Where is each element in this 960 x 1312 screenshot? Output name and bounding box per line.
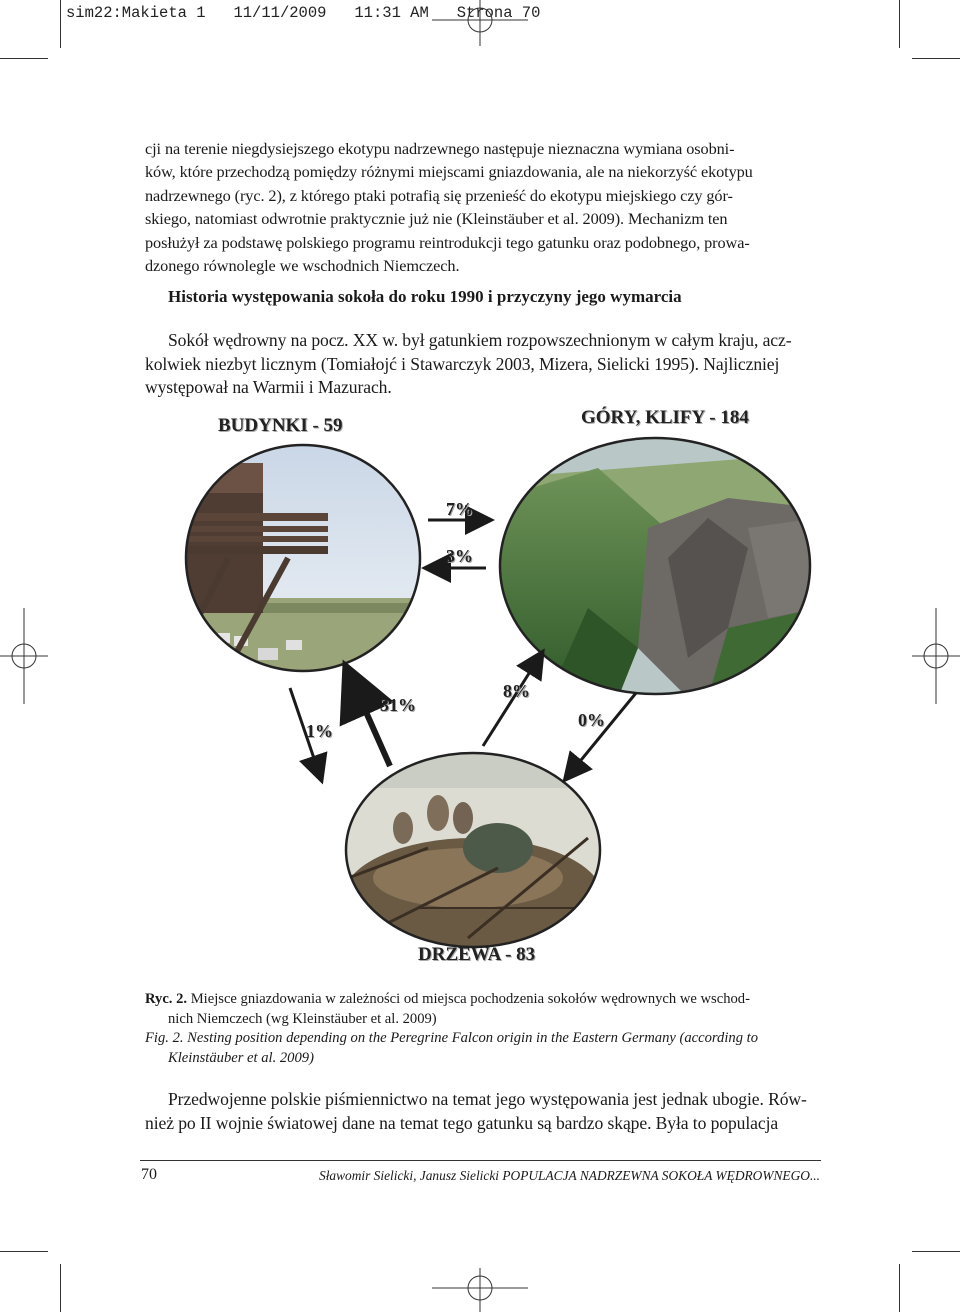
text-line: skiego, natomiast odwrotnie praktycznie już nie (Kleinstäuber et al. 2009). Mechanizm ten: [145, 209, 728, 229]
label-mountains: GÓRY, KLIFY - 184: [581, 407, 749, 428]
caption-pl-text-cont: nich Niemczech (wg Kleinstäuber et al. 2009): [168, 1010, 437, 1027]
body-paragraph-2: [145, 329, 821, 400]
crop-mark: [0, 1251, 48, 1252]
text-line: dzonego równolegle we wschodnich Niemczech.: [145, 256, 460, 276]
caption-pl-label: Ryc. 2.: [145, 991, 188, 1007]
caption-en-text: Nesting position depending on the Peregrine Falcon origin in the Eastern Germany (according to: [187, 1030, 758, 1046]
arrow-trees-to-buildings: [350, 676, 390, 766]
percent-mountains-to-buildings: 3%: [446, 546, 473, 566]
text-line: kolwiek niezbyt licznym (Tomiałojć i Stawarczyk 2003, Mizera, Sielicki 1995). Najliczniej: [145, 353, 780, 374]
crop-mark: [60, 1264, 61, 1312]
text-line: nież po II wojnie światowej dane na temat tego gatunku są bardzo skąpe. Była to populacja: [145, 1112, 779, 1133]
registration-mark-bottom: [432, 1268, 528, 1312]
slug-file: sim22:Makieta 1: [66, 4, 206, 22]
registration-mark-top: [432, 0, 528, 46]
figure-caption: [145, 990, 821, 1068]
diagram-graphics: [168, 408, 828, 978]
crop-mark: [0, 58, 48, 59]
caption-en-label: Fig. 2.: [145, 1030, 184, 1046]
percent-buildings-to-mountains: 7%: [446, 499, 473, 519]
body-paragraph-3: [145, 1088, 821, 1135]
nesting-diagram: [168, 408, 828, 978]
crop-mark: [912, 1251, 960, 1252]
label-buildings: BUDYNKI - 59: [218, 415, 343, 436]
crop-mark: [60, 0, 61, 48]
percent-trees-to-buildings: 31%: [380, 695, 416, 715]
label-trees: DRZEWA - 83: [418, 944, 536, 965]
percent-trees-to-mountains: 8%: [503, 681, 530, 701]
percent-buildings-to-trees: 1%: [306, 721, 333, 741]
slug-time: 11:31 AM: [354, 4, 429, 22]
caption-en: [145, 1029, 821, 1068]
text-line: występował na Warmii i Mazurach.: [145, 377, 392, 397]
text-line: Sokół wędrowny na pocz. XX w. był gatunkiem rozpowszechnionym w całym kraju, acz-: [168, 330, 792, 350]
caption-pl: [145, 990, 821, 1029]
crop-mark: [912, 58, 960, 59]
text-line: nadrzewnego (ryc. 2), z którego ptaki potrafią się przenieść do ekotypu miejskiego czy gór-: [145, 185, 733, 205]
text-line: posłużył za podstawę polskiego programu reintrodukcji tego gatunku oraz podobnego, prowa-: [145, 232, 750, 252]
trees-photo: [338, 748, 608, 958]
slug-page: Strona 70: [456, 4, 541, 22]
text-line: cji na terenie niegdysiejszego ekotypu nadrzewnego następuje nieznaczna wymiana osobni-: [145, 139, 735, 158]
slug-date: 11/11/2009: [233, 4, 327, 22]
text-line: ków, które przechodzą pomiędzy różnymi miejscami gniazdowania, ale na niekorzyść ekotypu: [145, 162, 753, 182]
caption-pl-text: Miejsce gniazdowania w zależności od miejsca pochodzenia sokołów wędrownych we wschod-: [190, 991, 750, 1007]
text-line: Przedwojenne polskie piśmiennictwo na temat jego występowania jest jednak ubogie. Rów-: [168, 1089, 807, 1109]
crop-mark: [899, 0, 900, 48]
registration-mark-left: [0, 608, 48, 704]
page-number: 70: [141, 1166, 157, 1183]
running-footer: Sławomir Sielicki, Janusz Sielicki POPULACJA NADRZEWNA SOKOŁA WĘDROWNEGO...: [319, 1168, 820, 1183]
percent-mountains-to-trees: 0%: [578, 710, 605, 730]
section-heading: Historia występowania sokoła do roku 1990 i przyczyny jego wymarcia: [168, 287, 682, 306]
crop-mark: [899, 1264, 900, 1312]
arrow-mountains-to-trees: [568, 693, 636, 776]
buildings-photo: [168, 438, 438, 678]
registration-mark-right: [912, 608, 960, 704]
caption-en-text-cont: Kleinstäuber et al. 2009): [168, 1049, 314, 1066]
body-paragraph-1: [145, 137, 821, 277]
footer-rule: [140, 1160, 821, 1161]
